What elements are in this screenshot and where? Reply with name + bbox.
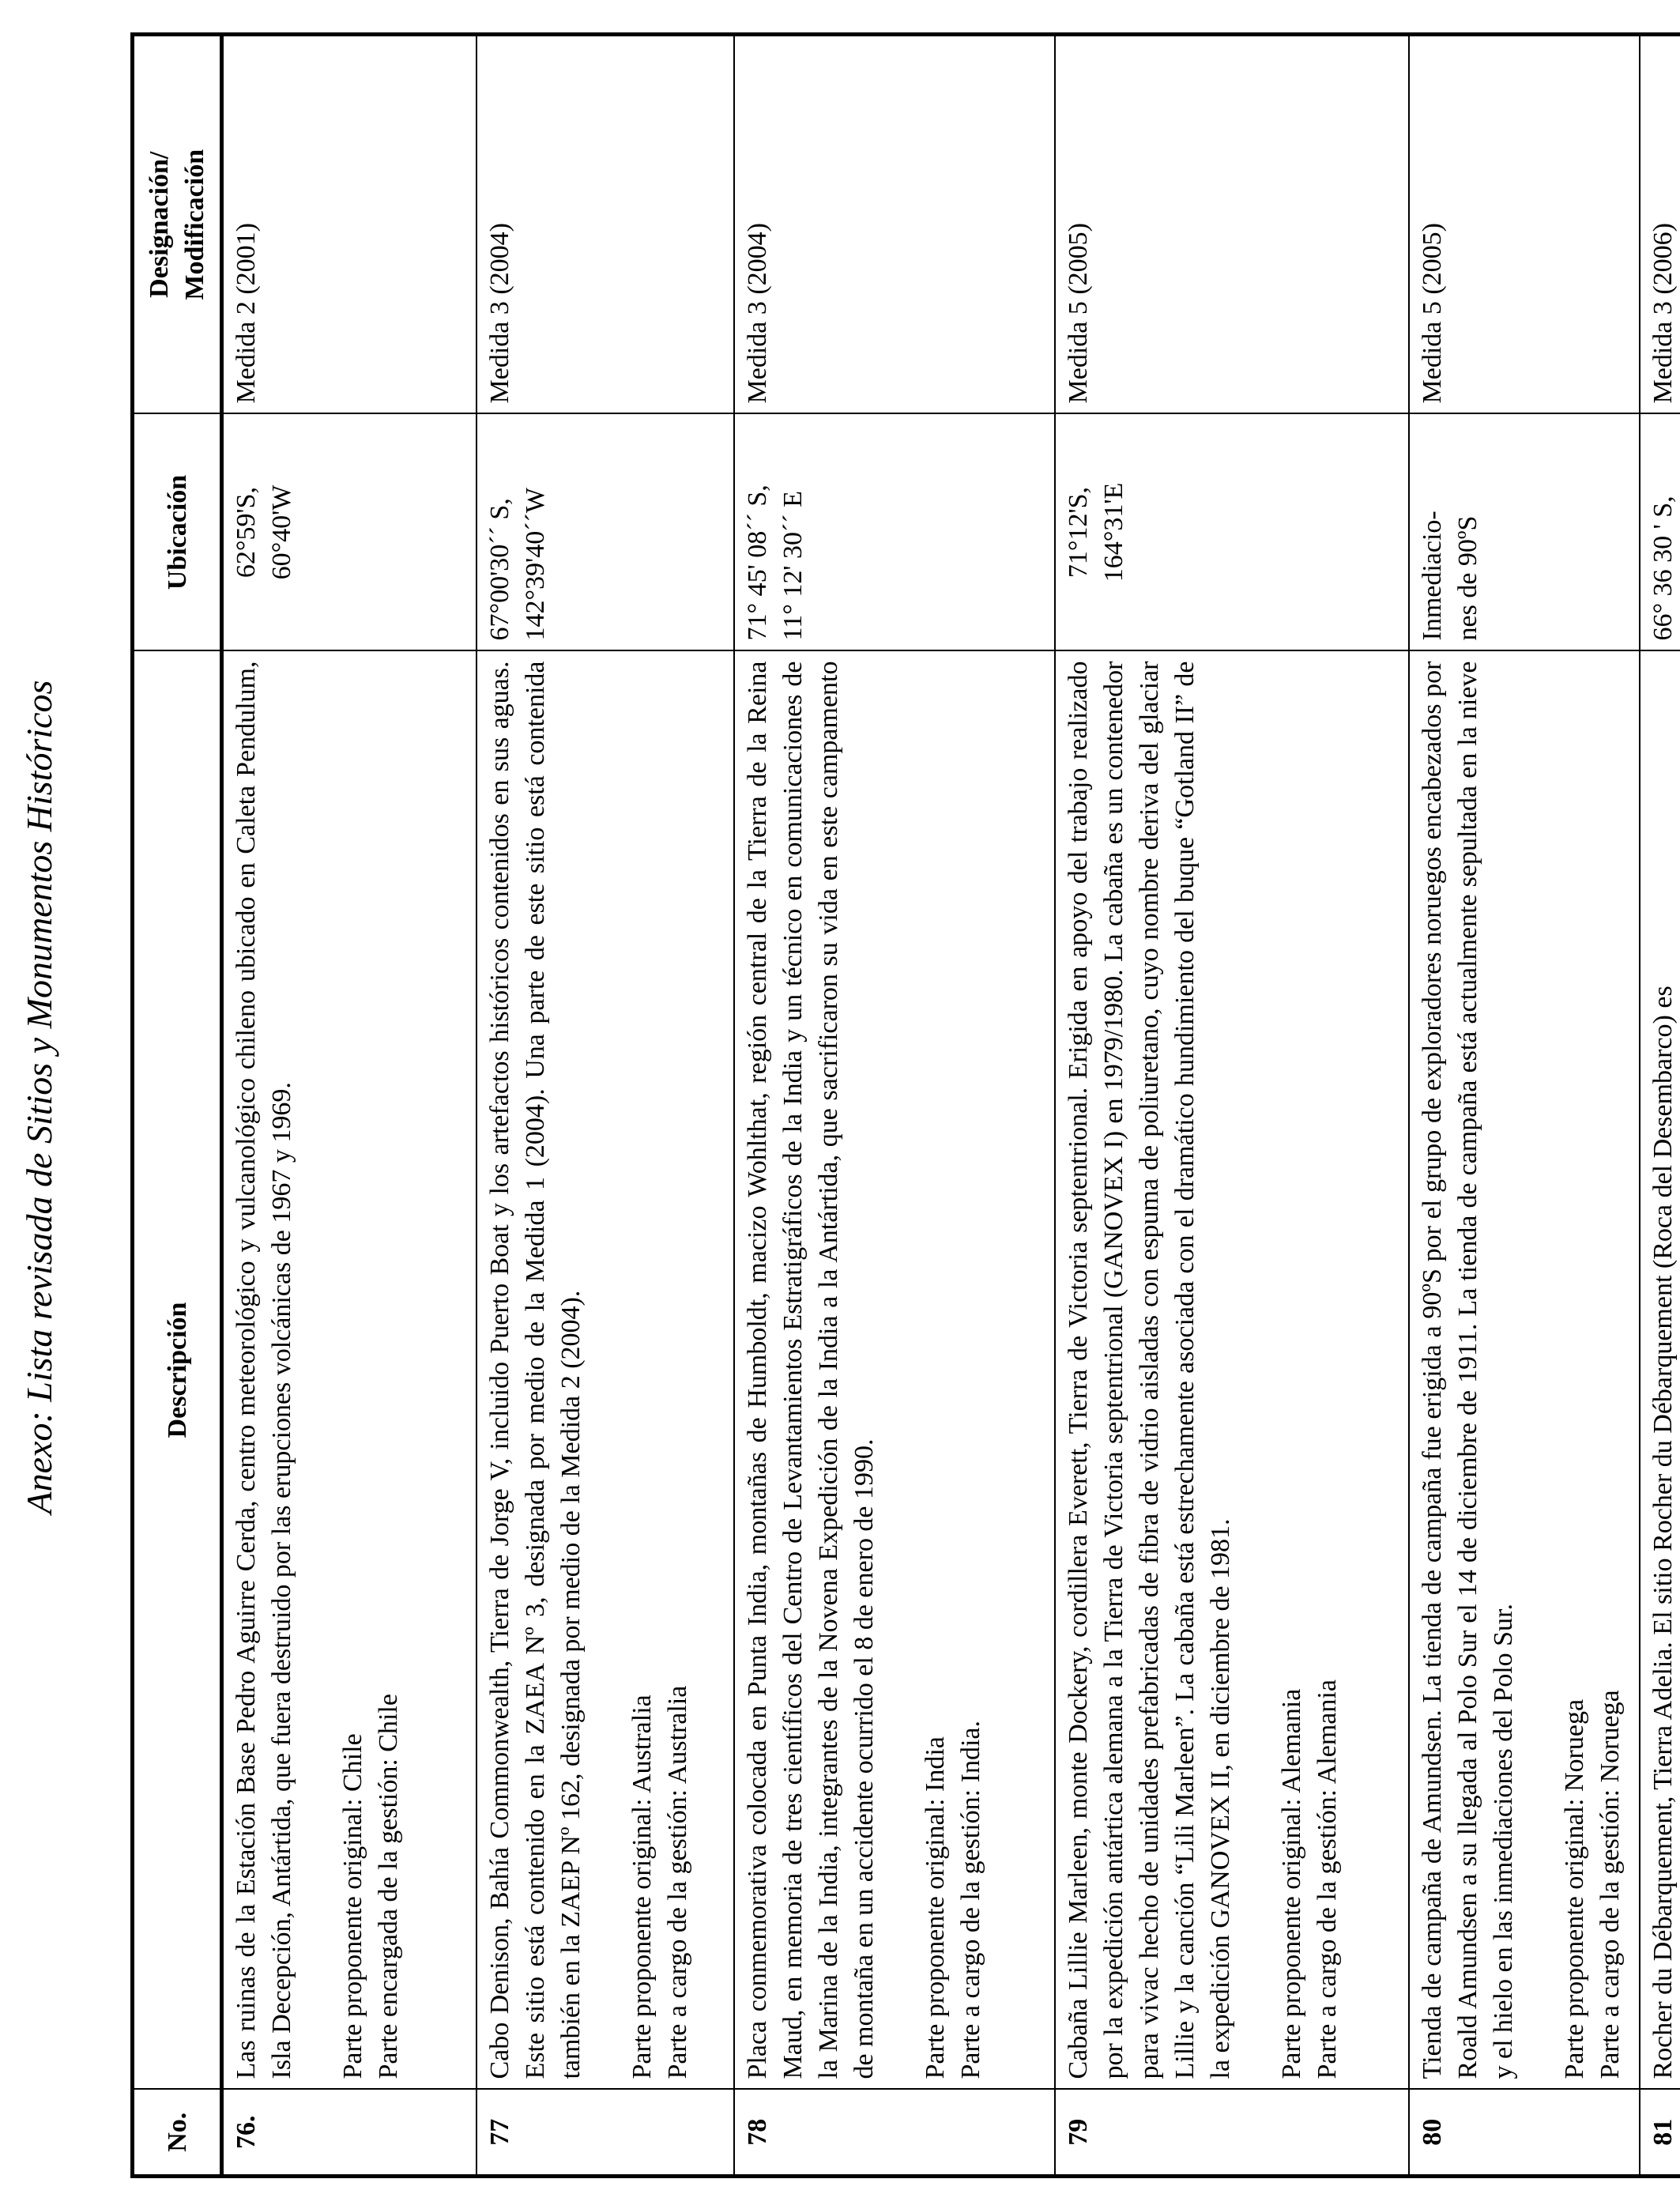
running-title: Anexo: Lista revisada de Sitios y Monumentos Históricos	[19, 680, 59, 1514]
table-row	[734, 35, 1055, 2177]
row-location-line1: 67°00'30´´ S,	[484, 498, 514, 641]
header-designacion-line2: Modificación	[180, 149, 209, 300]
table-row	[1640, 35, 1680, 2177]
header-ubicacion: Ubicación	[133, 414, 222, 651]
row-proponent: Parte proponente original: Alemania	[1276, 1688, 1306, 2079]
row-location	[734, 414, 1055, 651]
row-location-line2: 142°39'40´´W	[520, 488, 550, 641]
row-designation: Medida 3 (2004)	[734, 35, 1055, 414]
row-location-line2: 60°40'W	[267, 484, 296, 580]
header-designacion-line1: Designación/	[145, 151, 174, 298]
row-designation: Medida 5 (2005)	[1055, 35, 1409, 414]
table-row	[1055, 35, 1409, 2177]
row-manager: Parte a cargo de la gestión: Noruega	[1595, 1690, 1625, 2079]
row-number: 79	[1055, 2090, 1409, 2177]
historic-sites-table	[130, 32, 1680, 2178]
row-location	[1640, 414, 1680, 651]
row-location-line1: 62°59'S,	[232, 486, 261, 579]
row-location-line2: nes de 90ºS	[1452, 515, 1482, 641]
header-no: No.	[133, 2090, 222, 2177]
row-number: 80	[1409, 2090, 1640, 2177]
row-number: 76.	[222, 2090, 477, 2177]
row-description-cell	[1055, 651, 1409, 2090]
row-proponent: Parte proponente original: Noruega	[1559, 1698, 1589, 2079]
table-row	[477, 35, 734, 2177]
row-description-cell	[222, 651, 477, 2090]
row-designation: Medida 3 (2006)	[1640, 35, 1680, 414]
row-description: Cabo Denison, Bahía Commonwealth, Tierra de Jorge V, incluido Puerto Boat y los artefactos históricos contenidos en sus aguas. Este sitio está contenido en la ZAEA Nº 3, designada por medio de la Medida 1 (2004). Una parte de este sitio está contenida también en la ZAEP Nº 162, designada por medio de la Medida 2 (2004).	[484, 661, 586, 2079]
header-descripcion: Descripción	[133, 651, 222, 2090]
row-location	[1409, 414, 1640, 651]
row-manager: Parte a cargo de la gestión: Alemania	[1312, 1679, 1342, 2079]
row-description: Placa conmemorativa colocada en Punta India, montañas de Humboldt, macizo Wohlthat, región central de la Tierra de la Reina Maud, en memoria de tres científicos del Centro de Levantamientos Estratigráficos de la India y un técnico en comunicaciones de la Marina de la India, integrantes de la Novena Expedición de la India a la Antártida, que sacrificaron su vida en este campamento de montaña en un accidente ocurrido el 8 de enero de 1990.	[742, 661, 879, 2079]
row-manager: Parte a cargo de la gestión: Australia	[662, 1685, 692, 2079]
row-location-line2: 11° 12' 30´´ E	[778, 491, 808, 641]
row-description-cell	[1409, 651, 1640, 2090]
table-row	[222, 35, 477, 2177]
row-location-line2: 164°31'E	[1098, 482, 1128, 582]
row-designation: Medida 2 (2001)	[222, 35, 477, 414]
row-designation: Medida 5 (2005)	[1409, 35, 1640, 414]
row-number: 81	[1640, 2090, 1680, 2177]
row-location-line1: 71° 45' 08´´ S,	[742, 484, 772, 641]
table-header-row	[133, 35, 222, 2177]
row-description-cell	[734, 651, 1055, 2090]
row-description: Cabaña Lillie Marleen, monte Dockery, cordillera Everett, Tierra de Victoria septentrional. Erigida en apoyo del trabajo realizado por la expedición antártica alemana a la Tierra de Victoria septentrional (GANOVEX I) en 1979/1980. La cabaña es un contenedor para vivac hecho de unidades prefabricadas de fibra de vidrio aisladas con espuma de poliuretano, cuyo nombre deriva del glaciar Lillie y la canción “Lili Marleen”. La cabaña está estrechamente asociada con el dramático hundimiento del buque “Gotland II” de la expedición GANOVEX II, en diciembre de 1981.	[1063, 661, 1235, 2079]
row-number: 77	[477, 2090, 734, 2177]
row-description-cell	[1640, 651, 1680, 2090]
row-manager: Parte a cargo de la gestión: India.	[955, 1721, 985, 2079]
row-description-cell	[477, 651, 734, 2090]
row-location-line1: 71°12'S,	[1063, 486, 1093, 579]
row-designation: Medida 3 (2004)	[477, 35, 734, 414]
row-location	[477, 414, 734, 651]
header-designacion	[133, 35, 222, 414]
row-proponent: Parte proponente original: Chile	[338, 1733, 367, 2079]
row-proponent: Parte proponente original: Australia	[627, 1695, 657, 2079]
row-number: 78	[734, 2090, 1055, 2177]
row-manager: Parte encargada de la gestión: Chile	[374, 1694, 403, 2079]
row-location-line1: 66° 36 30 ' S,	[1648, 496, 1678, 641]
row-description: Tienda de campaña de Amundsen. La tienda de campaña fue erigida a 90ºS por el grupo de exploradores noruegos encabezados por Roald Amundsen a su llegada al Polo Sur el 14 de diciembre de 1911. La tienda de campaña está actualmente sepultada en la nieve y el hielo en las inmediaciones del Polo Sur.	[1417, 661, 1518, 2079]
table-row	[1409, 35, 1640, 2177]
row-location	[222, 414, 477, 651]
row-description: Las ruinas de la Estación Base Pedro Aguirre Cerda, centro meteorológico y vulcanológico chileno ubicado en Caleta Pendulum, Isla Decepción, Antártida, que fuera destruido por las erupciones volcánicas de 1967 y 1969.	[232, 661, 296, 2079]
row-description: Rocher du Débarquement, Tierra Adelia. El sitio Rocher du Débarquement (Roca del Desembarco) es	[1648, 986, 1678, 2079]
row-location	[1055, 414, 1409, 651]
row-proponent: Parte proponente original: India	[920, 1736, 950, 2079]
row-location-line1: Inmediacio-	[1417, 511, 1447, 641]
